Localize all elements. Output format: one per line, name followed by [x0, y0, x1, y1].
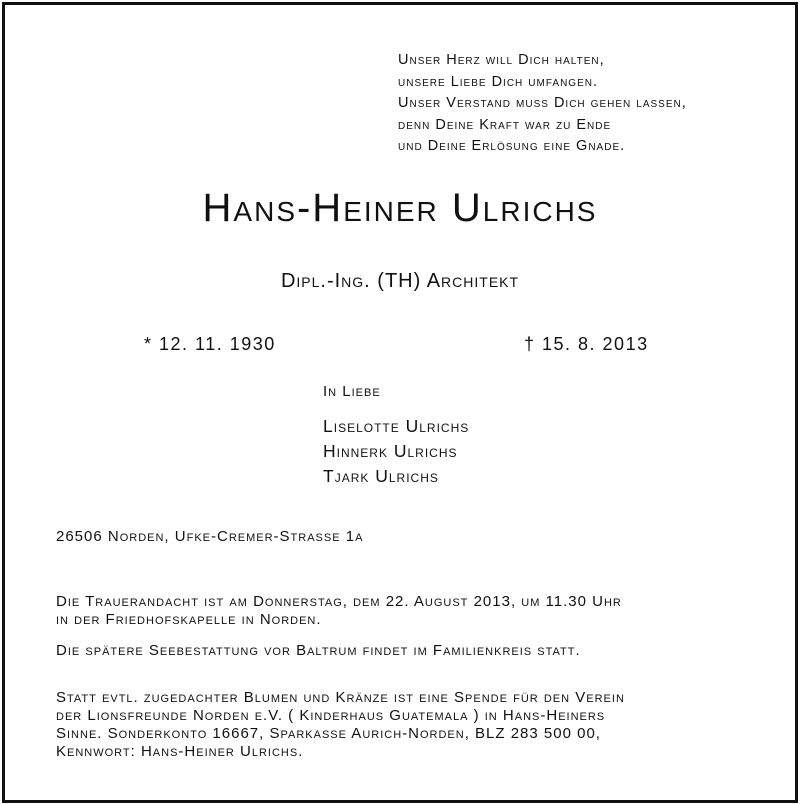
donation-paragraph: [56, 689, 756, 761]
donation-line: der Lionsfreunde Norden e.V. ( Kinderhaus Guatemala ) in Hans-Heiners: [56, 707, 606, 724]
poem-line: denn Deine Kraft war zu Ende: [398, 116, 612, 133]
donation-line: Kennwort: Hans-Heiner Ulrichs.: [56, 743, 304, 760]
mourner-name: Hinnerk Ulrichs: [323, 441, 458, 461]
donation-line: Sinne. Sonderkonto 16667, Sparkasse Aurich-Norden, BLZ 283 500 00,: [56, 725, 601, 742]
mourners-list: [323, 414, 469, 489]
service-line: Die Trauerandacht ist am Donnerstag, dem 22. August 2013, um 11.30 Uhr: [56, 593, 622, 610]
burial-paragraph: [56, 642, 756, 660]
death-date: † 15. 8. 2013: [524, 334, 649, 354]
burial-line: Die spätere Seebestattung vor Baltrum findet im Familienkreis statt.: [56, 642, 581, 659]
family-address: 26506 Norden, Ufke-Cremer-Strasse 1a: [56, 528, 364, 545]
mourner-name: Liselotte Ulrichs: [323, 416, 470, 436]
poem-line: und Deine Erlösung eine Gnade.: [398, 138, 626, 154]
mourners-intro: In Liebe: [323, 383, 381, 400]
birth-date: * 12. 11. 1930: [144, 334, 276, 354]
service-line: in der Friedhofskapelle in Norden.: [56, 611, 322, 628]
poem-line: Unser Herz will Dich halten,: [398, 52, 605, 68]
poem-line: Unser Verstand muss Dich gehen lassen,: [398, 95, 687, 111]
poem-line: unsere Liebe Dich umfangen.: [398, 73, 599, 90]
deceased-name: Hans-Heiner Ulrichs: [202, 186, 598, 230]
donation-line: Statt evtl. zugedachter Blumen und Kränze ist eine Spende für den Verein: [56, 689, 625, 706]
deceased-title: Dipl.-Ing. (TH) Architekt: [280, 270, 520, 292]
mourner-name: Tjark Ulrichs: [323, 466, 439, 486]
service-paragraph: [56, 593, 756, 629]
poem: [398, 50, 687, 158]
